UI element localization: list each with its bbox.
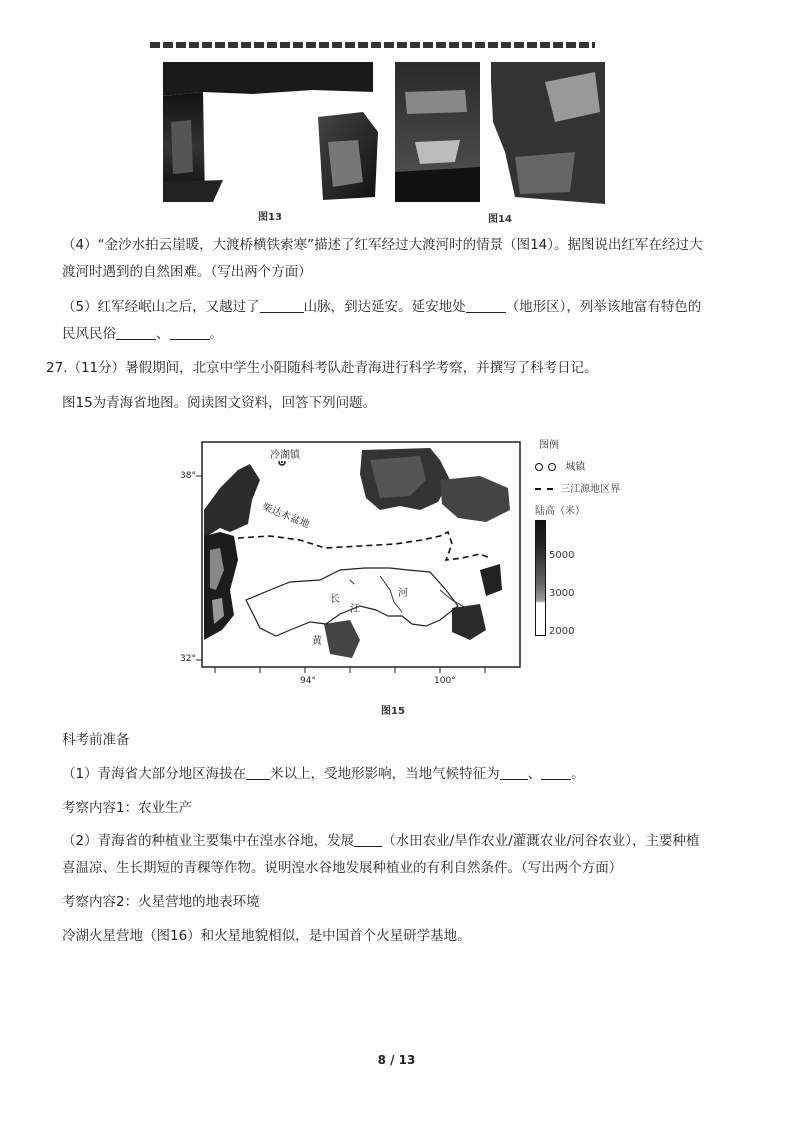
figure-15-caption: 图15 [381,706,405,717]
dashed-line-icon [535,488,553,490]
q27-header: 27.（11分）暑假期间，北京中学生小阳随科考队赴青海进行科学考察，并撰写了科考日记。 [46,360,598,376]
lon-94-label: 94° [300,676,316,686]
q2-line-1 [62,831,700,851]
river-label-4: 黄 [312,636,322,647]
legend-boundary-row [535,480,620,495]
town-label: 冷湖镇 [270,446,300,461]
elev-tick-3000: 3000 [549,588,575,599]
answer-blank[interactable] [246,765,270,780]
figure-14-photo [395,62,605,204]
legend-boundary-label: 三江源地区界 [560,484,621,495]
content1-title: 考察内容1：农业生产 [62,800,193,816]
elev-tick-2000: 2000 [549,626,575,637]
answer-blank[interactable] [466,298,506,313]
town-symbol-icon [548,463,556,471]
q5-text-1: （5）红军经岷山之后，又越过了 [62,299,260,315]
answer-blank[interactable] [170,325,210,340]
q5-text-5: 、 [156,326,170,342]
mars-text: 冷湖火星营地（图16）和火星地貌相似，是中国首个火星研学基地。 [62,928,471,944]
q4-line-1: （4）“金沙水拍云崖暖，大渡桥横铁索寒”描述了红军经过大渡河时的情景（图14）。据图说出红军在经过大 [62,237,703,253]
answer-blank[interactable] [354,832,382,847]
elevation-color-bar [535,520,546,636]
legend-town-row [535,458,585,473]
elev-tick-5000: 5000 [549,550,575,561]
figure-13-caption: 图13 [258,212,282,223]
figure-13-photo [163,62,383,202]
q5-text-3: （地形区），列举该地富有特色的 [505,299,702,315]
q2-line-2: 喜温凉、生长期短的青稞等作物。说明湟水谷地发展种植业的有利自然条件。（写出两个方面） [62,860,623,876]
q1-text-3: 、 [527,766,542,782]
river-label-2: 江 [350,604,360,615]
q5-text-2: 山脉，到达延安。延安地处 [303,299,466,315]
legend-elev-title: 陆高（米） [535,506,585,517]
legend-town-label: 城镇 [565,462,586,473]
lat-32-label: 32° [180,654,196,664]
answer-blank[interactable] [500,765,528,780]
answer-blank[interactable] [260,298,304,313]
figure-14-caption: 图14 [488,214,512,225]
q5-text-4: 民风民俗 [62,326,116,342]
q2-text-1: （2）青海省的种植业主要集中在湟水谷地，发展 [62,833,355,849]
q2-text-2: （水田农业/旱作农业/灌溉农业/河谷农业），主要种植 [382,833,700,849]
q1-text-1: （1）青海省大部分地区海拔在 [62,766,247,782]
answer-blank[interactable] [116,325,156,340]
prep-title: 科考前准备 [62,732,130,748]
lat-38-label: 38° [180,471,196,481]
q1-text-2: 米以上，受地形影响，当地气候特征为 [270,766,500,782]
page-number: 8 / 13 [377,1053,416,1067]
q4-line-2: 渡河时遇到的自然困难。（写出两个方面） [62,264,312,280]
qinghai-map [180,440,530,686]
q5-text-6: 。 [209,326,223,342]
answer-blank[interactable] [541,765,571,780]
content2-title: 考察内容2：火星营地的地表环境 [62,894,260,910]
q27-intro: 图15为青海省地图。阅读图文资料，回答下列问题。 [62,395,377,411]
q1-line [62,764,585,784]
town-symbol-icon [535,463,543,471]
legend-title: 图例 [539,440,559,451]
lon-100-label: 100° [434,676,456,686]
cutoff-top-text [150,38,600,48]
q1-text-4: 。 [571,766,585,782]
map-legend [533,436,653,636]
river-label-3: 河 [398,588,408,599]
q5-line-2 [62,324,223,344]
q5-line-1 [62,297,701,317]
basin-label: 柴达木盆地 [260,501,311,531]
river-label-1: 长 [330,594,340,605]
